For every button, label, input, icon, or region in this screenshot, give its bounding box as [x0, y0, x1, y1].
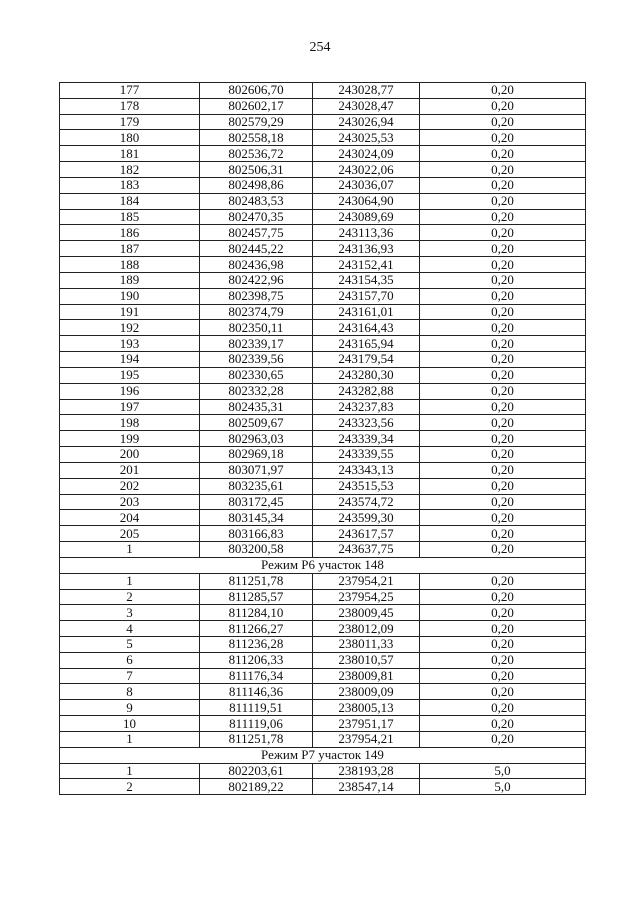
y-coordinate-cell: 243064,90 — [313, 193, 420, 209]
y-coordinate-cell: 243343,13 — [313, 462, 420, 478]
y-coordinate-cell: 243280,30 — [313, 367, 420, 383]
table-row — [60, 478, 586, 494]
point-number-cell: 187 — [60, 241, 200, 257]
x-coordinate-cell: 802963,03 — [200, 431, 313, 447]
x-coordinate-cell: 811146,36 — [200, 684, 313, 700]
value-cell: 0,20 — [420, 320, 586, 336]
point-number-cell: 192 — [60, 320, 200, 336]
x-coordinate-cell: 811285,57 — [200, 589, 313, 605]
point-number-cell: 8 — [60, 684, 200, 700]
value-cell: 0,20 — [420, 716, 586, 732]
point-number-cell: 191 — [60, 304, 200, 320]
value-cell: 0,20 — [420, 336, 586, 352]
value-cell: 0,20 — [420, 478, 586, 494]
value-cell: 0,20 — [420, 447, 586, 463]
table-row — [60, 399, 586, 415]
y-coordinate-cell: 238009,09 — [313, 684, 420, 700]
x-coordinate-cell: 802445,22 — [200, 241, 313, 257]
value-cell: 0,20 — [420, 98, 586, 114]
point-number-cell: 198 — [60, 415, 200, 431]
table-row — [60, 589, 586, 605]
x-coordinate-cell: 802509,67 — [200, 415, 313, 431]
value-cell: 0,20 — [420, 162, 586, 178]
table-row — [60, 763, 586, 779]
table-row — [60, 352, 586, 368]
value-cell: 0,20 — [420, 146, 586, 162]
value-cell: 0,20 — [420, 684, 586, 700]
y-coordinate-cell: 243026,94 — [313, 114, 420, 130]
table-row — [60, 98, 586, 114]
point-number-cell: 180 — [60, 130, 200, 146]
x-coordinate-cell: 803166,83 — [200, 526, 313, 542]
value-cell: 0,20 — [420, 636, 586, 652]
x-coordinate-cell: 803200,58 — [200, 542, 313, 558]
y-coordinate-cell: 238193,28 — [313, 763, 420, 779]
table-row — [60, 83, 586, 99]
table-row — [60, 304, 586, 320]
section-header-row — [60, 747, 586, 763]
table-row — [60, 272, 586, 288]
y-coordinate-cell: 243164,43 — [313, 320, 420, 336]
table-row — [60, 177, 586, 193]
value-cell: 0,20 — [420, 383, 586, 399]
point-number-cell: 1 — [60, 763, 200, 779]
table-row — [60, 700, 586, 716]
y-coordinate-cell: 243154,35 — [313, 272, 420, 288]
table-row — [60, 225, 586, 241]
x-coordinate-cell: 802457,75 — [200, 225, 313, 241]
value-cell: 0,20 — [420, 209, 586, 225]
y-coordinate-cell: 243113,36 — [313, 225, 420, 241]
point-number-cell: 6 — [60, 652, 200, 668]
table-row — [60, 716, 586, 732]
y-coordinate-cell: 238010,57 — [313, 652, 420, 668]
x-coordinate-cell: 802435,31 — [200, 399, 313, 415]
table-row — [60, 462, 586, 478]
x-coordinate-cell: 802558,18 — [200, 130, 313, 146]
y-coordinate-cell: 243339,55 — [313, 447, 420, 463]
y-coordinate-cell: 237954,21 — [313, 573, 420, 589]
x-coordinate-cell: 803071,97 — [200, 462, 313, 478]
y-coordinate-cell: 237951,17 — [313, 716, 420, 732]
table-row — [60, 288, 586, 304]
x-coordinate-cell: 802189,22 — [200, 779, 313, 795]
x-coordinate-cell: 802422,96 — [200, 272, 313, 288]
value-cell: 0,20 — [420, 431, 586, 447]
table-row — [60, 257, 586, 273]
section-title: Режим Р7 участок 149 — [60, 747, 586, 763]
coordinates-table — [59, 82, 586, 795]
point-number-cell: 185 — [60, 209, 200, 225]
table-row — [60, 510, 586, 526]
point-number-cell: 1 — [60, 542, 200, 558]
value-cell: 0,20 — [420, 415, 586, 431]
y-coordinate-cell: 243237,83 — [313, 399, 420, 415]
point-number-cell: 5 — [60, 636, 200, 652]
point-number-cell: 9 — [60, 700, 200, 716]
y-coordinate-cell: 237954,21 — [313, 731, 420, 747]
x-coordinate-cell: 802339,56 — [200, 352, 313, 368]
table-row — [60, 731, 586, 747]
point-number-cell: 183 — [60, 177, 200, 193]
y-coordinate-cell: 238012,09 — [313, 621, 420, 637]
section-title: Режим Р6 участок 148 — [60, 557, 586, 573]
x-coordinate-cell: 803235,61 — [200, 478, 313, 494]
x-coordinate-cell: 802470,35 — [200, 209, 313, 225]
value-cell: 0,20 — [420, 526, 586, 542]
y-coordinate-cell: 238011,33 — [313, 636, 420, 652]
point-number-cell: 203 — [60, 494, 200, 510]
value-cell: 0,20 — [420, 573, 586, 589]
point-number-cell: 188 — [60, 257, 200, 273]
point-number-cell: 189 — [60, 272, 200, 288]
x-coordinate-cell: 811236,28 — [200, 636, 313, 652]
y-coordinate-cell: 243028,47 — [313, 98, 420, 114]
y-coordinate-cell: 238009,81 — [313, 668, 420, 684]
y-coordinate-cell: 243161,01 — [313, 304, 420, 320]
point-number-cell: 193 — [60, 336, 200, 352]
value-cell: 0,20 — [420, 288, 586, 304]
x-coordinate-cell: 811206,33 — [200, 652, 313, 668]
x-coordinate-cell: 802332,28 — [200, 383, 313, 399]
point-number-cell: 201 — [60, 462, 200, 478]
y-coordinate-cell: 243515,53 — [313, 478, 420, 494]
y-coordinate-cell: 243028,77 — [313, 83, 420, 99]
table-row — [60, 621, 586, 637]
value-cell: 0,20 — [420, 257, 586, 273]
x-coordinate-cell: 802203,61 — [200, 763, 313, 779]
y-coordinate-cell: 243282,88 — [313, 383, 420, 399]
point-number-cell: 182 — [60, 162, 200, 178]
x-coordinate-cell: 811176,34 — [200, 668, 313, 684]
table-row — [60, 684, 586, 700]
value-cell: 0,20 — [420, 83, 586, 99]
y-coordinate-cell: 243157,70 — [313, 288, 420, 304]
point-number-cell: 196 — [60, 383, 200, 399]
x-coordinate-cell: 802506,31 — [200, 162, 313, 178]
x-coordinate-cell: 803172,45 — [200, 494, 313, 510]
point-number-cell: 179 — [60, 114, 200, 130]
coordinates-table-body — [60, 83, 586, 795]
x-coordinate-cell: 802483,53 — [200, 193, 313, 209]
value-cell: 5,0 — [420, 779, 586, 795]
point-number-cell: 178 — [60, 98, 200, 114]
point-number-cell: 190 — [60, 288, 200, 304]
table-row — [60, 605, 586, 621]
y-coordinate-cell: 243179,54 — [313, 352, 420, 368]
x-coordinate-cell: 802602,17 — [200, 98, 313, 114]
point-number-cell: 1 — [60, 731, 200, 747]
x-coordinate-cell: 802339,17 — [200, 336, 313, 352]
point-number-cell: 181 — [60, 146, 200, 162]
point-number-cell: 10 — [60, 716, 200, 732]
table-row — [60, 114, 586, 130]
x-coordinate-cell: 802969,18 — [200, 447, 313, 463]
point-number-cell: 2 — [60, 779, 200, 795]
x-coordinate-cell: 802498,86 — [200, 177, 313, 193]
x-coordinate-cell: 802374,79 — [200, 304, 313, 320]
value-cell: 0,20 — [420, 177, 586, 193]
x-coordinate-cell: 811119,51 — [200, 700, 313, 716]
table-row — [60, 146, 586, 162]
value-cell: 0,20 — [420, 542, 586, 558]
table-row — [60, 209, 586, 225]
table-row — [60, 447, 586, 463]
table-row — [60, 431, 586, 447]
value-cell: 0,20 — [420, 399, 586, 415]
y-coordinate-cell: 243136,93 — [313, 241, 420, 257]
value-cell: 5,0 — [420, 763, 586, 779]
value-cell: 0,20 — [420, 494, 586, 510]
table-row — [60, 573, 586, 589]
value-cell: 0,20 — [420, 700, 586, 716]
point-number-cell: 177 — [60, 83, 200, 99]
table-row — [60, 383, 586, 399]
value-cell: 0,20 — [420, 652, 586, 668]
y-coordinate-cell: 243165,94 — [313, 336, 420, 352]
value-cell: 0,20 — [420, 605, 586, 621]
point-number-cell: 7 — [60, 668, 200, 684]
y-coordinate-cell: 243599,30 — [313, 510, 420, 526]
x-coordinate-cell: 811251,78 — [200, 573, 313, 589]
y-coordinate-cell: 243025,53 — [313, 130, 420, 146]
table-row — [60, 668, 586, 684]
point-number-cell: 197 — [60, 399, 200, 415]
table-row — [60, 241, 586, 257]
value-cell: 0,20 — [420, 114, 586, 130]
y-coordinate-cell: 243089,69 — [313, 209, 420, 225]
x-coordinate-cell: 811251,78 — [200, 731, 313, 747]
value-cell: 0,20 — [420, 130, 586, 146]
y-coordinate-cell: 243617,57 — [313, 526, 420, 542]
table-row — [60, 320, 586, 336]
page-number: 254 — [309, 40, 331, 55]
y-coordinate-cell: 243339,34 — [313, 431, 420, 447]
table-row — [60, 542, 586, 558]
value-cell: 0,20 — [420, 621, 586, 637]
x-coordinate-cell: 802350,11 — [200, 320, 313, 336]
value-cell: 0,20 — [420, 367, 586, 383]
table-row — [60, 193, 586, 209]
table-row — [60, 494, 586, 510]
x-coordinate-cell: 802606,70 — [200, 83, 313, 99]
table-row — [60, 415, 586, 431]
x-coordinate-cell: 811266,27 — [200, 621, 313, 637]
y-coordinate-cell: 238009,45 — [313, 605, 420, 621]
y-coordinate-cell: 238547,14 — [313, 779, 420, 795]
y-coordinate-cell: 237954,25 — [313, 589, 420, 605]
table-row — [60, 336, 586, 352]
y-coordinate-cell: 243323,56 — [313, 415, 420, 431]
table-row — [60, 162, 586, 178]
x-coordinate-cell: 802330,65 — [200, 367, 313, 383]
value-cell: 0,20 — [420, 510, 586, 526]
y-coordinate-cell: 243022,06 — [313, 162, 420, 178]
point-number-cell: 195 — [60, 367, 200, 383]
x-coordinate-cell: 802398,75 — [200, 288, 313, 304]
x-coordinate-cell: 811119,06 — [200, 716, 313, 732]
x-coordinate-cell: 811284,10 — [200, 605, 313, 621]
point-number-cell: 3 — [60, 605, 200, 621]
section-header-row — [60, 557, 586, 573]
value-cell: 0,20 — [420, 225, 586, 241]
point-number-cell: 199 — [60, 431, 200, 447]
value-cell: 0,20 — [420, 272, 586, 288]
table-row — [60, 779, 586, 795]
y-coordinate-cell: 243637,75 — [313, 542, 420, 558]
point-number-cell: 200 — [60, 447, 200, 463]
y-coordinate-cell: 243036,07 — [313, 177, 420, 193]
point-number-cell: 204 — [60, 510, 200, 526]
x-coordinate-cell: 802536,72 — [200, 146, 313, 162]
point-number-cell: 194 — [60, 352, 200, 368]
table-row — [60, 652, 586, 668]
point-number-cell: 184 — [60, 193, 200, 209]
point-number-cell: 2 — [60, 589, 200, 605]
table-row — [60, 367, 586, 383]
value-cell: 0,20 — [420, 731, 586, 747]
y-coordinate-cell: 243574,72 — [313, 494, 420, 510]
table-row — [60, 130, 586, 146]
x-coordinate-cell: 803145,34 — [200, 510, 313, 526]
point-number-cell: 1 — [60, 573, 200, 589]
table-row — [60, 526, 586, 542]
table-row — [60, 636, 586, 652]
value-cell: 0,20 — [420, 193, 586, 209]
x-coordinate-cell: 802436,98 — [200, 257, 313, 273]
point-number-cell: 4 — [60, 621, 200, 637]
value-cell: 0,20 — [420, 589, 586, 605]
value-cell: 0,20 — [420, 352, 586, 368]
y-coordinate-cell: 243152,41 — [313, 257, 420, 273]
value-cell: 0,20 — [420, 241, 586, 257]
value-cell: 0,20 — [420, 462, 586, 478]
y-coordinate-cell: 243024,09 — [313, 146, 420, 162]
point-number-cell: 186 — [60, 225, 200, 241]
x-coordinate-cell: 802579,29 — [200, 114, 313, 130]
value-cell: 0,20 — [420, 668, 586, 684]
point-number-cell: 202 — [60, 478, 200, 494]
value-cell: 0,20 — [420, 304, 586, 320]
y-coordinate-cell: 238005,13 — [313, 700, 420, 716]
point-number-cell: 205 — [60, 526, 200, 542]
